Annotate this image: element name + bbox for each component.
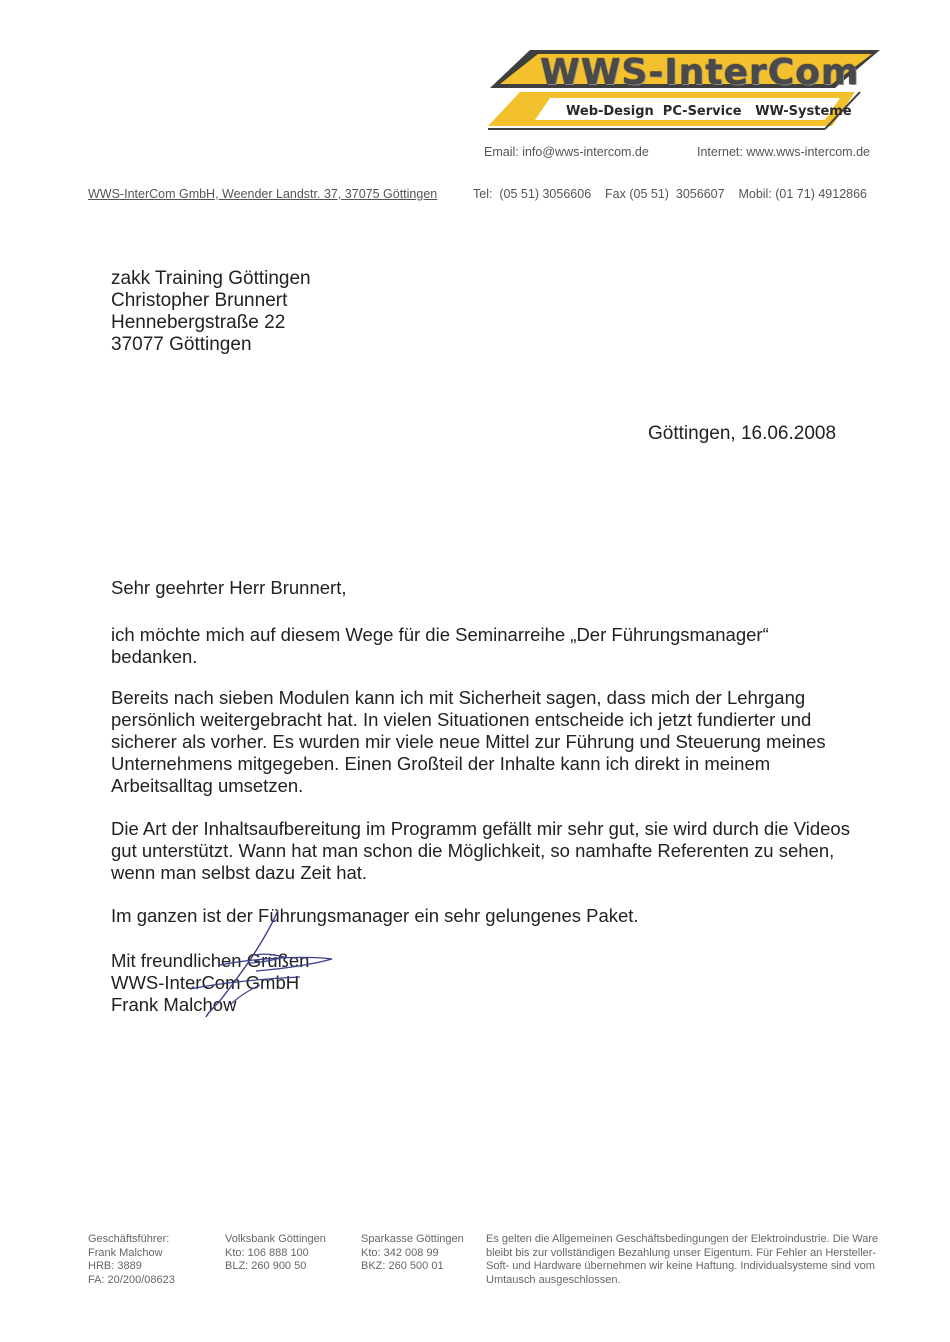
closing-company: WWS-InterCom GmbH <box>111 972 300 993</box>
footer-text: Sparkasse Göttingen <box>361 1233 464 1245</box>
handwritten-signature <box>160 905 350 1025</box>
logo-wordmark: WWS-InterCom <box>540 52 860 93</box>
footer-text: Frank Malchow <box>88 1246 163 1259</box>
logo-services: Web-Design PC-Service WW-Systeme <box>566 104 852 119</box>
paragraph-2: Bereits nach sieben Modulen kann ich mit Sicherheit sagen, dass mich der Lehrgang persönlich weitergebracht hat. In vielen Situationen entscheide ich jetzt fundierter und sicherer als vorher. Es wurden mir viele neue Mittel zur Führung und Steuerung meines Unternehmens mitgegeben. Einen Großteil der Inhalte kann ich direkt in meinem Arbeitsalltag umsetzen. <box>111 687 826 796</box>
footer-text: Kto: 342 008 99 <box>361 1246 439 1259</box>
closing-signer: Frank Malchow <box>111 994 237 1015</box>
footer-bank-sparkasse <box>361 1233 481 1274</box>
recipient-name: Christopher Brunnert <box>111 290 288 311</box>
header-internet: Internet: www.wws-intercom.de <box>697 145 870 159</box>
footer-text: Kto: 106 888 100 <box>225 1246 309 1259</box>
recipient-street: Hennebergstraße 22 <box>111 312 286 333</box>
recipient-city: 37077 Göttingen <box>111 334 252 355</box>
paragraph-4: Im ganzen ist der Führungsmanager ein sehr gelungenes Paket. <box>111 905 639 926</box>
footer-bank-volksbank <box>225 1233 350 1274</box>
footer-text: Geschäftsführer: <box>88 1233 170 1245</box>
footer-management <box>88 1233 213 1287</box>
footer-terms-text: Es gelten die Allgemeinen Geschäftsbedingungen der Elektroindustrie. Die Ware bleibt bis zur vollständigen Bezahlung unser Eigentum. Für Fehler an Hersteller-Soft- und Hardware übernehmen wir keine Haftung. Individualsysteme sind vom Umtausch ausgeschlossen. <box>486 1233 879 1286</box>
salutation: Sehr geehrter Herr Brunnert, <box>111 577 347 598</box>
contact-numbers: Tel: (05 51) 3056606 Fax (05 51) 3056607 Mobil: (01 71) 4912866 <box>473 187 868 201</box>
closing-greeting: Mit freundlichen Grüßen <box>111 950 310 971</box>
company-logo <box>480 48 885 133</box>
paragraph-1: ich möchte mich auf diesem Wege für die Seminarreihe „Der Führungsmanager“ bedanken. <box>111 624 769 667</box>
sender-return-address: WWS-InterCom GmbH, Weender Landstr. 37, 37075 Göttingen <box>88 187 438 201</box>
footer-terms <box>486 1233 886 1287</box>
footer-text: BKZ: 260 500 01 <box>361 1260 444 1272</box>
footer-text: BLZ: 260 900 50 <box>225 1260 307 1272</box>
recipient-company: zakk Training Göttingen <box>111 268 311 289</box>
letter-date: Göttingen, 16.06.2008 <box>648 423 837 444</box>
footer-text: FA: 20/200/08623 <box>88 1273 175 1286</box>
footer-text: Volksbank Göttingen <box>225 1233 326 1245</box>
footer-text: HRB: 3889 <box>88 1260 142 1272</box>
paragraph-3: Die Art der Inhaltsaufbereitung im Programm gefällt mir sehr gut, sie wird durch die Videos gut unterstützt. Wann hat man schon die Möglichkeit, so namhafte Referenten zu sehen, wenn man selbst dazu Zeit hat. <box>111 818 850 883</box>
header-email: Email: info@wws-intercom.de <box>484 145 649 159</box>
